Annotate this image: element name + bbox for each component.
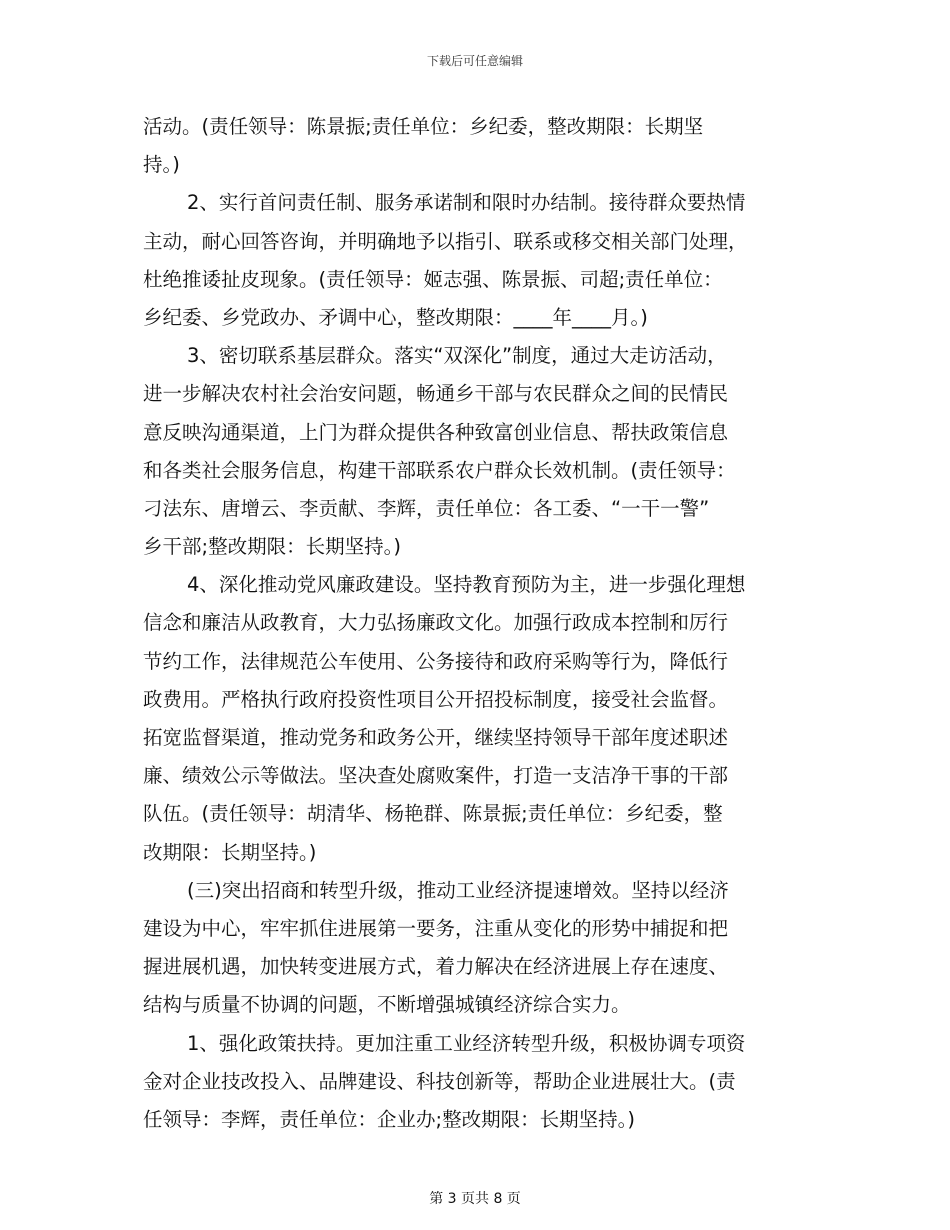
text-line: 信念和廉洁从政教育，大力弘扬廉政文化。加强行政成本控制和厉行 (143, 611, 729, 635)
text-line: 意反映沟通渠道，上门为群众提供各种致富创业信息、帮扶政策信息 (143, 420, 729, 444)
text-line: 改期限：长期坚持。) (143, 840, 317, 864)
text-line: 活动。(责任领导：陈景振;责任单位：乡纪委，整改期限：长期坚 (143, 115, 704, 138)
text-line: 金对企业技改投入、品牌建设、科技创新等，帮助企业进展壮大。(责 (143, 1069, 736, 1093)
text-line: 和各类社会服务信息，构建干部联系农户群众长效机制。(责任领导： (143, 458, 736, 482)
text-line: 3、密切联系基层群众。落实“双深化”制度，通过大走访活动， (187, 344, 727, 368)
text-line: 杜绝推诿扯皮现象。(责任领导：姬志强、陈景振、司超;责任单位： (143, 267, 723, 291)
text-line: 建设为中心，牢牢抓住进展第一要务，注重从变化的形势中捕捉和把 (143, 916, 729, 940)
text-line: 政费用。严格执行政府投资性项目公开招投标制度，接受社会监督。 (143, 687, 729, 711)
text-line: 任领导：李辉，责任单位：企业办;整改期限：长期坚持。) (143, 1107, 635, 1131)
text-line: 刁法东、唐增云、李贡献、李辉，责任单位：各工委、“一干一警” (143, 496, 710, 520)
text-line: 拓宽监督渠道，推动党务和政务公开，继续坚持领导干部年度述职述 (143, 726, 729, 749)
document-body (143, 108, 811, 1139)
text-line: 1、强化政策扶持。更加注重工业经济转型升级，积极协调专项资 (187, 1031, 746, 1055)
text-line: (三)突出招商和转型升级，推动工业经济提速增效。坚持以经济 (187, 878, 729, 902)
page-header: 下载后可任意编辑 (426, 54, 523, 68)
text-line: 4、深化推动党风廉政建设。坚持教育预防为主，进一步强化理想 (187, 573, 746, 597)
text-line: 廉、绩效公示等做法。坚决查处腐败案件，打造一支洁净干事的干部 (143, 764, 729, 788)
text-line: 进一步解决农村社会治安问题，畅通乡干部与农民群众之间的民情民 (143, 382, 729, 406)
text-line: 乡干部;整改期限：长期坚持。) (143, 535, 401, 559)
text-line: 主动，耐心回答咨询，并明确地予以指引、联系或移交相关部门处理， (143, 229, 748, 253)
text-line: 握进展机遇，加快转变进展方式，着力解决在经济进展上存在速度、 (143, 955, 729, 979)
text-line: 队伍。(责任领导：胡清华、杨艳群、陈景振;责任单位：乡纪委，整 (143, 802, 723, 826)
text-line: 2、实行首问责任制、服务承诺制和限时办结制。接待群众要热情 (187, 191, 746, 215)
page-footer: 第 3 页共 8 页 (429, 1191, 521, 1207)
text-line: 持。) (143, 153, 180, 177)
text-line: 乡纪委、乡党政办、矛调中心，整改期限：____年____月。) (143, 305, 648, 329)
text-line: 结构与质量不协调的问题，不断增强城镇经济综合实力。 (143, 993, 631, 1017)
text-line: 节约工作，法律规范公车使用、公务接待和政府采购等行为，降低行 (143, 649, 729, 673)
